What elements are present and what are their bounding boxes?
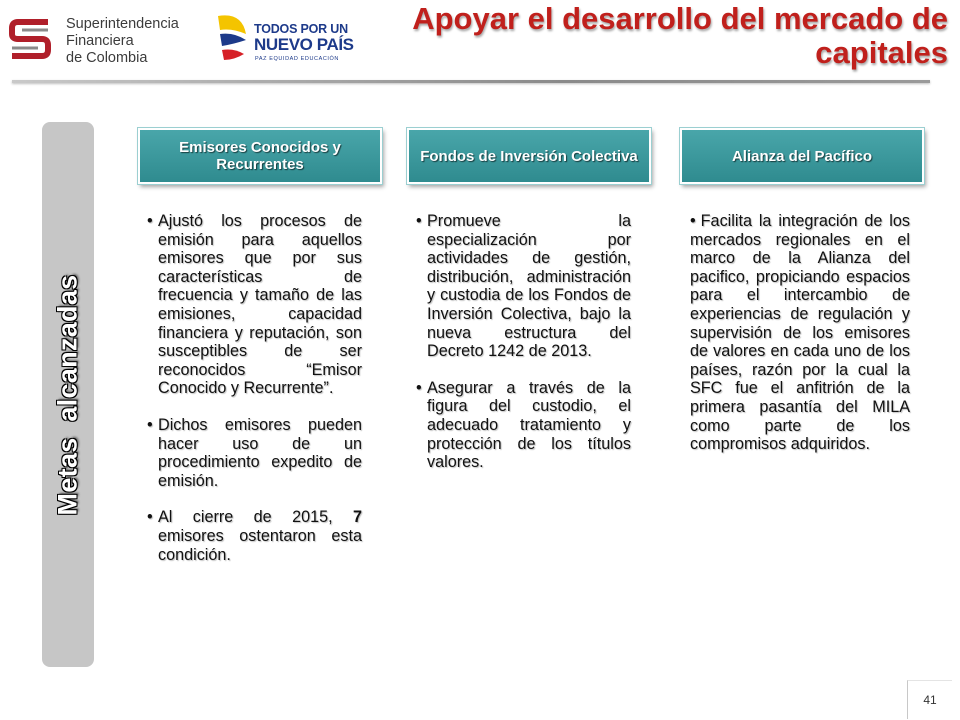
bullet-item	[690, 212, 910, 454]
bullet-item: • Asegurar a través de la figura del custodio, el adecuado tratamiento y protección de los títulos valores.	[416, 379, 631, 472]
column-body-fondos	[416, 212, 631, 490]
gov-logo	[212, 10, 354, 68]
gov-logo-line: NUEVO PAÍS	[254, 35, 354, 54]
column-heading-alianza: Alianza del Pacífico	[680, 128, 924, 184]
bullet-emphasis: 7	[352, 508, 362, 527]
bullet-text: Facilita la integración de los mercados regionales en el marco de la Alianza del pacifico, propiciando espacios para el intercambio de experiencias de regulación y supervisión de los emisores de valores en cada uno de los países, razón por la cual la SFC fue el anfitrión de la primera pasantía del MILA como parte de los compromisos adquiridos.	[690, 212, 910, 454]
column-heading-emisores: Emisores Conocidos y Recurrentes	[138, 128, 382, 184]
sfc-logo-line: Financiera	[66, 33, 134, 49]
bullet-dot-icon: •	[690, 212, 696, 230]
bullet-item: • Ajustó los procesos de emisión para aquellos emisores que por sus características de frecuencia y tamaño de las emisiones, capacidad financiera y reputación, son susceptibles de ser reconocidos “Emisor Conocido y Recurrente”.	[147, 212, 362, 398]
column-body-emisores	[147, 212, 362, 582]
bullet-item	[147, 508, 362, 564]
sfc-logo-text	[66, 16, 179, 67]
gov-logo-line: TODOS POR UN	[254, 22, 348, 36]
header-divider	[12, 80, 930, 83]
sfc-logo-line: de Colombia	[66, 50, 148, 66]
sfc-logo-line: Superintendencia	[66, 16, 179, 32]
page-number: 41	[907, 680, 952, 719]
bullet-item: • Promueve la especialización por actividades de gestión, distribución, administración y custodia de los Fondos de Inversión Colectiva, bajo la nueva estructura del Decreto 1242 de 2013.	[416, 212, 631, 361]
gov-logo-tagline: PAZ EQUIDAD EDUCACIÓN	[255, 56, 340, 62]
column-heading-fondos: Fondos de Inversión Colectiva	[407, 128, 651, 184]
sfc-logo-mark-icon	[8, 16, 58, 62]
slide-title: Apoyar el desarrollo del mercado de capitales	[412, 1, 948, 70]
bullet-text: emisores ostentaron esta condición.	[158, 526, 362, 564]
sfc-logo	[8, 12, 178, 68]
bullet-text: Al cierre de 2015,	[158, 508, 353, 527]
colombia-wings-icon	[212, 10, 252, 66]
bullet-item: • Dichos emisores pueden hacer uso de un procedimiento expedito de emisión.	[147, 416, 362, 490]
column-body-alianza	[690, 212, 910, 472]
side-band	[42, 122, 94, 667]
side-label: Metas alcanzadas	[52, 274, 83, 515]
